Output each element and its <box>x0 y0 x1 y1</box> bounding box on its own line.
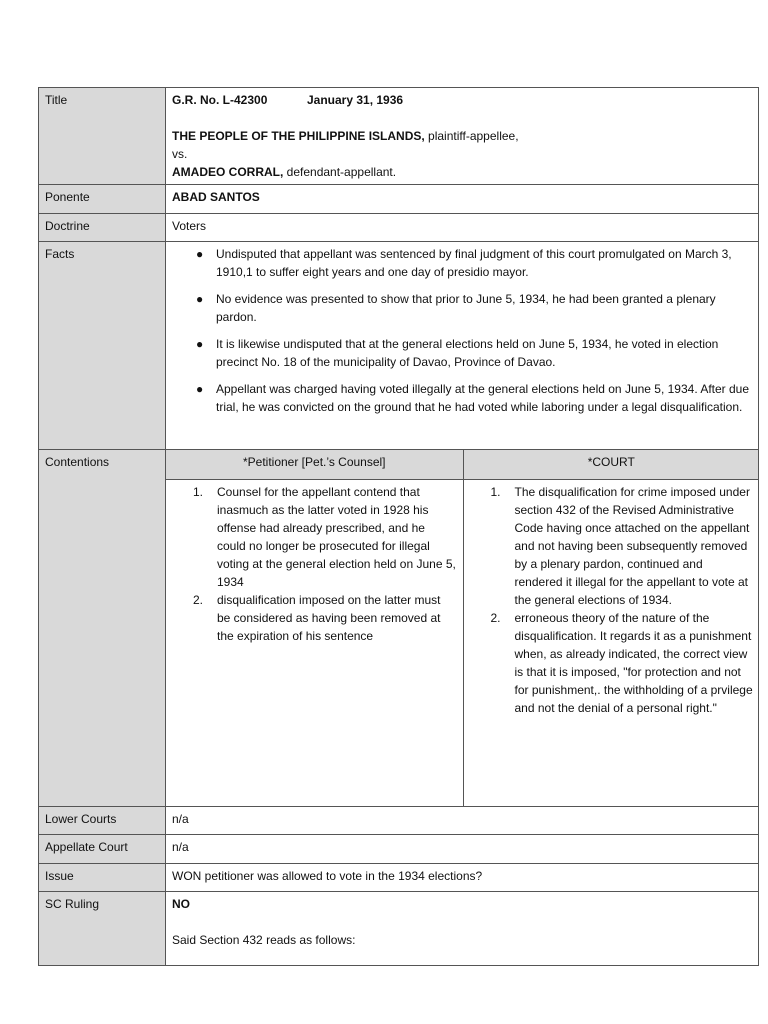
contentions-table <box>166 450 759 806</box>
bullet-icon: ● <box>196 382 204 396</box>
label-issue: Issue <box>39 864 166 892</box>
ruling-text: Said Section 432 reads as follows: <box>172 933 356 947</box>
list-item: 2. disqualification imposed on the latter must be considered as having been removed at the expiration of his sentence <box>193 592 441 643</box>
plaintiff-name: THE PEOPLE OF THE PHILIPPINE ISLANDS, <box>172 129 425 143</box>
defendant-role: defendant-appellant. <box>283 165 397 179</box>
fact-item: ● No evidence was presented to show that prior to June 5, 1934, he had been granted a plenary pardon. <box>196 292 716 324</box>
plaintiff-role: plaintiff-appellee, <box>424 129 519 143</box>
defendant-line <box>172 163 752 181</box>
fact-item: ● Undisputed that appellant was sentenced by final judgment of this court promulgated on March 3, 1910,1 to suffer eight years and one day of presidio mayor. <box>196 247 732 279</box>
value-ponente: ABAD SANTOS <box>166 185 759 214</box>
row-contentions <box>39 450 759 807</box>
fact-item: ● Appellant was charged having voted illegally at the general elections held on June 5, 1934. After due trial, he was convicted on the ground that he had voted while laboring under a legal disqualification. <box>196 382 750 414</box>
defendant-name: AMADEO CORRAL, <box>172 165 284 179</box>
bullet-icon: ● <box>196 292 204 306</box>
row-facts <box>39 242 759 450</box>
petitioner-list <box>172 483 457 645</box>
label-appellate-court: Appellate Court <box>39 835 166 864</box>
label-ponente: Ponente <box>39 185 166 214</box>
label-contentions: Contentions <box>39 450 166 807</box>
row-ponente <box>39 185 759 214</box>
value-sc-ruling <box>166 892 759 966</box>
row-lower-courts <box>39 807 759 835</box>
facts-list <box>172 245 752 416</box>
bullet-icon: ● <box>196 247 204 261</box>
row-doctrine <box>39 214 759 242</box>
row-sc-ruling <box>39 892 759 966</box>
label-title: Title <box>39 88 166 185</box>
gr-number: G.R. No. L-42300 <box>172 93 268 107</box>
bullet-icon: ● <box>196 337 204 351</box>
versus: vs. <box>172 147 188 161</box>
value-issue: WON petitioner was allowed to vote in the 1934 elections? <box>166 864 759 892</box>
value-doctrine: Voters <box>166 214 759 242</box>
court-list <box>470 483 754 717</box>
label-doctrine: Doctrine <box>39 214 166 242</box>
value-appellate-court: n/a <box>166 835 759 864</box>
plaintiff-line <box>172 127 752 145</box>
court-header: *COURT <box>463 450 759 479</box>
petitioner-column <box>166 479 463 806</box>
list-item: 1. The disqualification for crime imposed under section 432 of the Revised Administrative Code having once attached on the appellant and not having been subsequently removed by a plenary pardon, continued and rendered it illegal for the appellant to vote at the general elections of 1934. <box>490 484 750 607</box>
label-sc-ruling: SC Ruling <box>39 892 166 966</box>
petitioner-header: *Petitioner [Pet.’s Counsel] <box>166 450 463 479</box>
label-lower-courts: Lower Courts <box>39 807 166 835</box>
row-issue <box>39 864 759 892</box>
case-number-line <box>172 91 752 109</box>
case-date: January 31, 1936 <box>307 93 404 107</box>
label-facts: Facts <box>39 242 166 450</box>
value-title <box>166 88 759 185</box>
row-title <box>39 88 759 185</box>
case-digest-table <box>38 87 759 966</box>
row-appellate-court <box>39 835 759 864</box>
fact-item: ● It is likewise undisputed that at the general elections held on June 5, 1934, he voted in election precinct No. 18 of the municipality of Davao, Province of Davao. <box>196 337 719 369</box>
list-item: 2. erroneous theory of the nature of the disqualification. It regards it as a punishment when, as already indicated, the correct view is that it is imposed, "for protection and not for punishment,. the withholding of a prvilege and not the denial of a personal right." <box>490 610 753 715</box>
value-lower-courts: n/a <box>166 807 759 835</box>
value-facts <box>166 242 759 450</box>
ruling-verdict: NO <box>172 897 190 911</box>
value-contentions <box>166 450 759 807</box>
list-item: 1. Counsel for the appellant contend that inasmuch as the latter voted in 1928 his offense had already prescribed, and he could no longer be prosecuted for illegal voting at the general election held on June 5, 1934 <box>193 484 456 589</box>
court-column <box>463 479 759 806</box>
